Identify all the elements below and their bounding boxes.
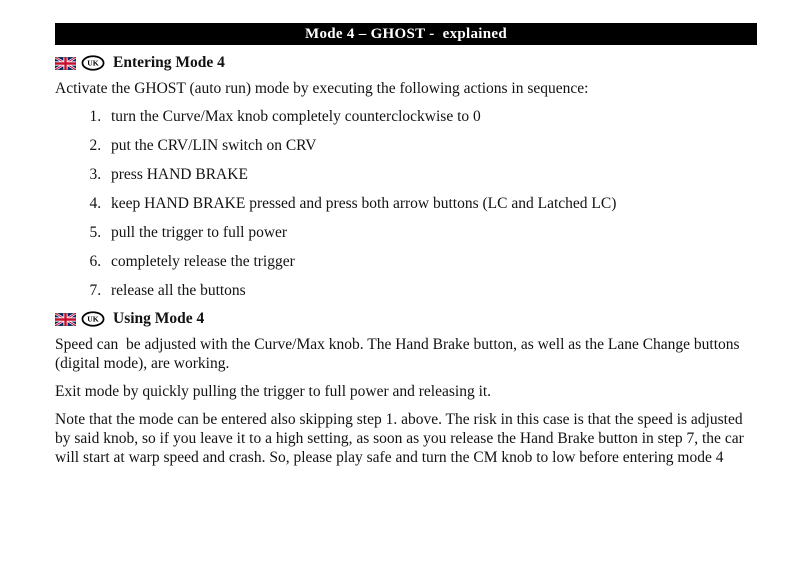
step-item: 3. press HAND BRAKE (105, 165, 757, 184)
uk-oval-label: UK (87, 58, 99, 68)
step-item: 7. release all the buttons (105, 281, 757, 300)
section-heading-text: Entering Mode 4 (113, 54, 225, 71)
body-paragraph: Exit mode by quickly pulling the trigger to full power and releasing it. (55, 383, 492, 400)
step-item: 2. put the CRV/LIN switch on CRV (105, 136, 757, 155)
body-paragraph: Note that the mode can be entered also skipping step 1. above. The risk in this case is that the speed is adjusted by said knob, so if you leave it to a high setting, as soon as you release the Hand Brake button in step 7, the car will start at warp speed and crash. So, please play safe and turn the CM knob to low before entering mode 4 (55, 411, 748, 466)
uk-flag-icon (55, 313, 76, 326)
step-item: 4. keep HAND BRAKE pressed and press both arrow buttons (LC and Latched LC) (105, 194, 757, 213)
steps-list (55, 107, 757, 300)
body-paragraph: Speed can be adjusted with the Curve/Max knob. The Hand Brake button, as well as the Lane Change buttons (digital mode), are working. (55, 336, 744, 372)
page-title: Mode 4 – GHOST - explained (55, 23, 757, 45)
step-item: 1. turn the Curve/Max knob completely counterclockwise to 0 (105, 107, 757, 126)
step-item: 6. completely release the trigger (105, 252, 757, 271)
intro-paragraph: Activate the GHOST (auto run) mode by executing the following actions in sequence: (55, 80, 589, 97)
uk-oval-label: UK (87, 314, 99, 324)
section-heading-text: Using Mode 4 (113, 310, 205, 327)
section-entering-heading (55, 54, 757, 72)
uk-flag-icon (55, 57, 76, 70)
uk-oval-icon (81, 55, 105, 71)
step-item: 5. pull the trigger to full power (105, 223, 757, 242)
uk-oval-icon (81, 311, 105, 327)
section-using-heading (55, 310, 757, 328)
